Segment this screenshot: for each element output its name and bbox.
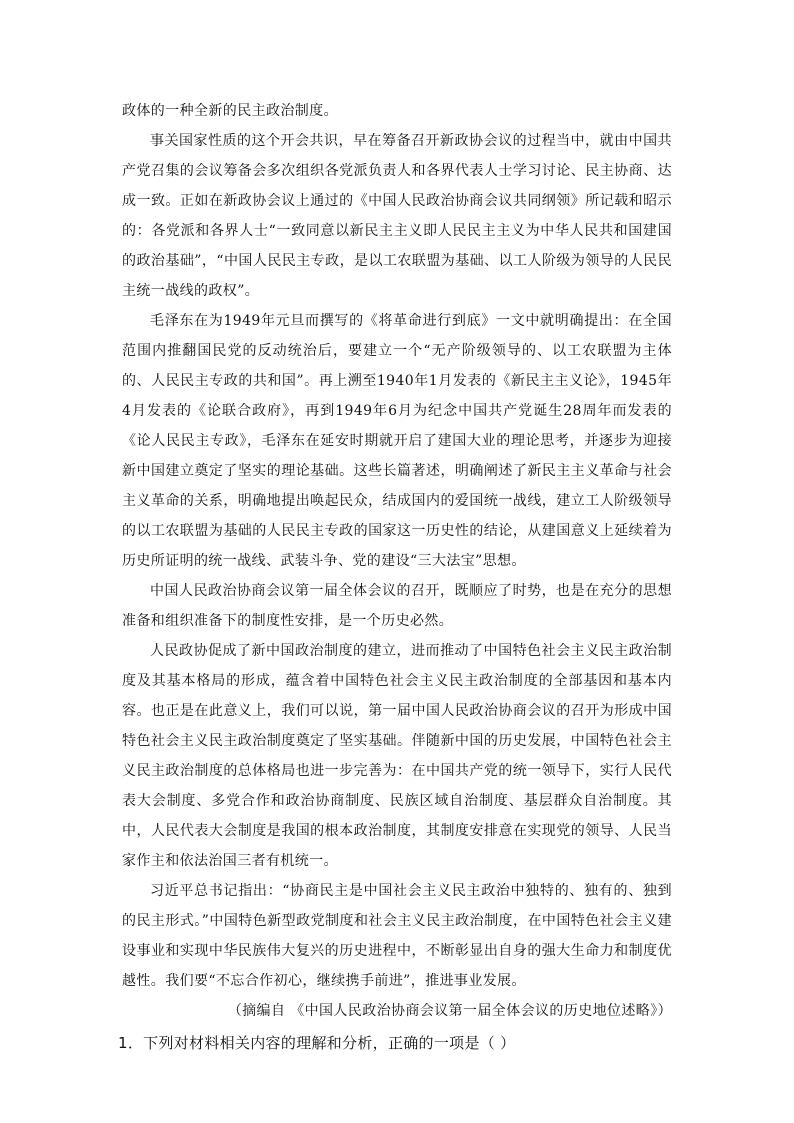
paragraph-mao-zedong: 毛泽东在为1949年元旦而撰写的《将革命进行到底》一文中就明确提出：在全国范围内推翻国民党的反动统治后，要建立一个“无产阶级领导的、以工农联盟为主体的、人民民主专政的共和国”。再上溯至1940年1月发表的《新民主主义论》，1945年4月发表的《论联合政府》，再到1949年6月为纪念中国共产党诞生28周年而发表的《论人民民主专政》，毛泽东在延安时期就开启了建国大业的理论思考，并逐步为迎接新中国建立奠定了坚实的理论基础。这些长篇著述，明确阐述了新民主主义革命与社会主义革命的关系，明确地提出唤起民众，结成国内的爱国统一战线，建立工人阶级领导的以工农联盟为基础的人民民主专政的国家这一历史性的结论，从建国意义上延续着为历史所证明的统一战线、武装斗争、党的建设“三大法宝”思想。	[122, 313, 672, 569]
paragraph-continuation: 政体的一种全新的民主政治制度。	[122, 103, 338, 119]
source-citation: （摘编自 《中国人民政治协商会议第一届全体会议的历史地位述略》）	[227, 1003, 672, 1019]
question-1: 1．下列对材料相关内容的理解和分析，正确的一项是（ ）	[118, 1034, 516, 1052]
paragraph-cppcc-session: 中国人民政治协商会议第一届全体会议的召开，既顺应了时势，也是在充分的思想准备和组织准备下的制度性安排，是一个历史必然。	[122, 583, 672, 629]
paragraph-political-system: 人民政协促成了新中国政治制度的建立，进而推动了中国特色社会主义民主政治制度及其基本格局的形成，蕴含着中国特色社会主义民主政治制度的全部基因和基本内容。也正是在此意义上，我们可以说，第一届中国人民政治协商会议的召开为形成中国特色社会主义民主政治制度奠定了坚实基础。伴随新中国的历史发展，中国特色社会主义民主政治制度的总体格局也进一步完善为：在中国共产党的统一领导下，实行人民代表大会制度、多党合作和政治协商制度、民族区域自治制度、基层群众自治制度。其中，人民代表大会制度是我国的根本政治制度，其制度安排意在实现党的领导、人民当家作主和依法治国三者有机统一。	[122, 643, 672, 869]
paragraph-consultative-democracy: 习近平总书记指出：“协商民主是中国社会主义民主政治中独特的、独有的、独到的民主形式。”中国特色新型政党制度和社会主义民主政治制度，在中国特色社会主义建设事业和实现中华民族伟大复兴的历史进程中，不断彰显出自身的强大生命力和制度优越性。我们要“不忘合作初心，继续携手前进”，推进事业发展。	[122, 883, 672, 989]
paragraph-consensus: 事关国家性质的这个开会共识，早在筹备召开新政协会议的过程当中，就由中国共产党召集的会议筹备会多次组织各党派负责人和各界代表人士学习讨论、民主协商、达成一致。正如在新政协会议上通过的《中国人民政治协商会议共同纲领》所记载和昭示的：各党派和各界人士“一致同意以新民主主义即人民民主主义为中华人民共和国建国的政治基础”，“中国人民民主专政，是以工农联盟为基础、以工人阶级为领导的人民民主统一战线的政权”。	[122, 133, 672, 299]
